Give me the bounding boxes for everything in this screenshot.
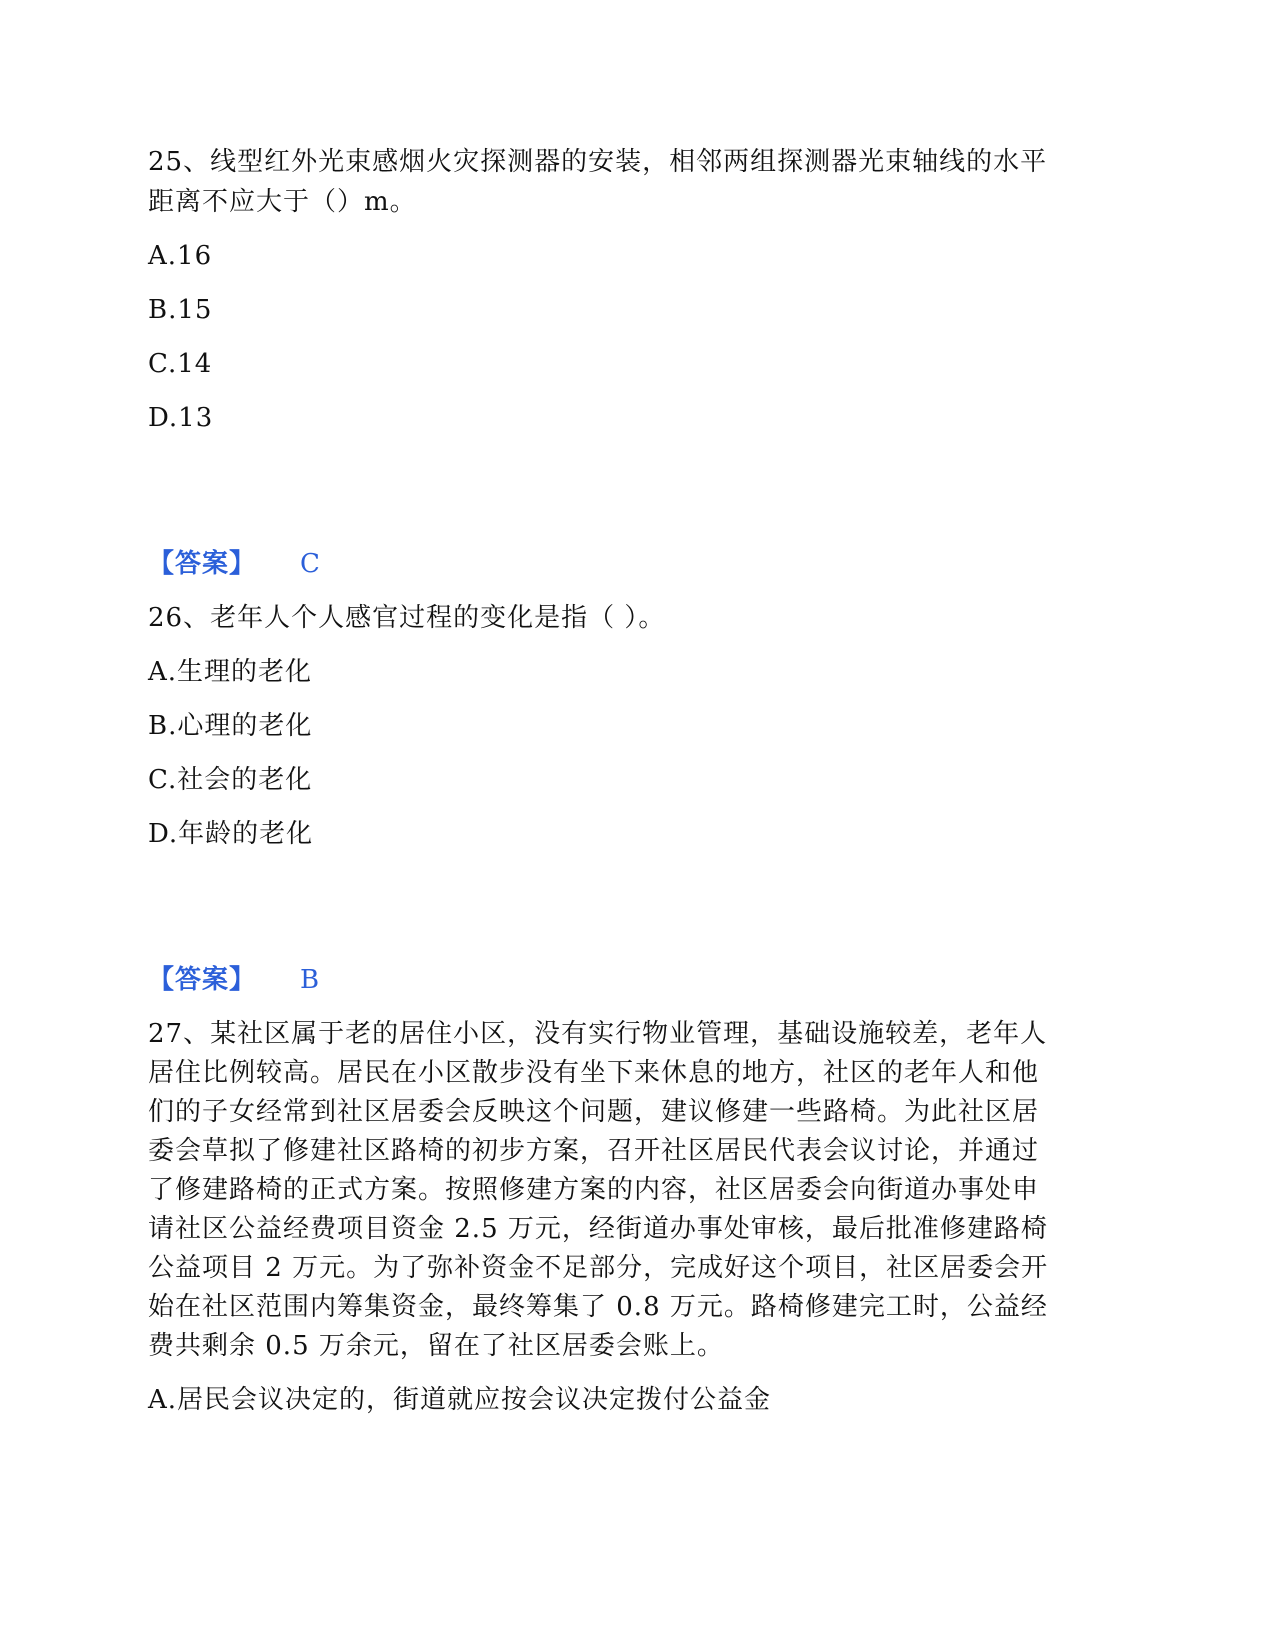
- q25-answer-value: C: [300, 549, 320, 579]
- q25-answer-label: 【答案】: [148, 549, 257, 579]
- q25-option-d: D.13: [148, 403, 214, 433]
- q25-option-b: B.15: [148, 295, 213, 325]
- q26-answer-value: B: [300, 965, 320, 995]
- q25-stem-line-2: 距离不应大于（）m。: [148, 187, 417, 217]
- q26-stem-line-1: 26、老年人个人感官过程的变化是指（ ）。: [148, 603, 666, 633]
- q27-stem-line-4: 委会草拟了修建社区路椅的初步方案，召开社区居民代表会议讨论，并通过: [148, 1136, 1040, 1166]
- q26-option-c: C.社会的老化: [148, 765, 313, 795]
- q27-stem-line-3: 们的子女经常到社区居委会反映这个问题，建议修建一些路椅。为此社区居: [148, 1097, 1040, 1127]
- q26-answer: [148, 960, 319, 1000]
- q25-stem-line-1: 25、线型红外光束感烟火灾探测器的安装，相邻两组探测器光束轴线的水平: [148, 147, 1048, 177]
- q27-stem-line-5: 了修建路椅的正式方案。按照修建方案的内容，社区居委会向街道办事处申: [148, 1175, 1040, 1205]
- q27-stem-line-1: 27、某社区属于老的居住小区，没有实行物业管理，基础设施较差，老年人: [148, 1019, 1048, 1049]
- q25-answer: [148, 544, 320, 584]
- q27-stem-line-8: 始在社区范围内筹集资金，最终筹集了 0.8 万元。路椅修建完工时，公益经: [148, 1292, 1048, 1322]
- q27-stem-line-9: 费共剩余 0.5 万余元，留在了社区居委会账上。: [148, 1331, 724, 1361]
- q26-option-d: D.年龄的老化: [148, 819, 314, 849]
- q25-option-a: A.16: [148, 241, 213, 271]
- q27-stem-line-2: 居住比例较高。居民在小区散步没有坐下来休息的地方，社区的老年人和他: [148, 1058, 1040, 1088]
- q27-option-a: A.居民会议决定的，街道就应按会议决定拨付公益金: [148, 1385, 772, 1415]
- q27-stem-line-6: 请社区公益经费项目资金 2.5 万元，经街道办事处审核，最后批准修建路椅: [148, 1214, 1048, 1244]
- q25-option-c: C.14: [148, 349, 213, 379]
- q26-answer-label: 【答案】: [148, 965, 257, 995]
- q26-option-b: B.心理的老化: [148, 711, 313, 741]
- q26-option-a: A.生理的老化: [148, 657, 313, 687]
- q27-stem-line-7: 公益项目 2 万元。为了弥补资金不足部分，完成好这个项目，社区居委会开: [148, 1253, 1049, 1283]
